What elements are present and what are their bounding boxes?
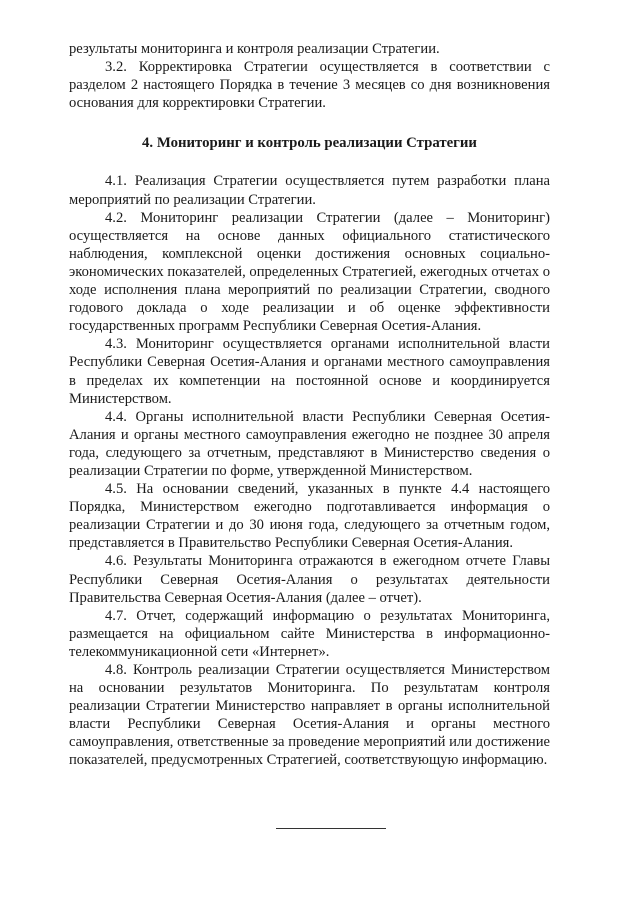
document-body — [69, 40, 550, 770]
paragraph-4-3: 4.3. Мониторинг осуществляется органами исполнительной власти Республики Северная Осетия-Алания и органами местного самоуправления в пределах их компетенции на постоянной основе и координируется Министерством. — [69, 336, 550, 407]
paragraph-4-1: 4.1. Реализация Стратегии осуществляется путем разработки плана мероприятий по реализации Стратегии. — [69, 173, 550, 208]
section-heading: 4. Мониторинг и контроль реализации Стратегии — [142, 135, 477, 152]
paragraph-3-2: 3.2. Корректировка Стратегии осуществляется в соответствии с разделом 2 настоящего Порядка в течение 3 месяцев со дня возникновения основания для корректировки Стратегии. — [69, 59, 550, 112]
paragraph-4-7: 4.7. Отчет, содержащий информацию о результатах Мониторинга, размещается на официальном сайте Министерства в информационно-телекоммуникационной сети «Интернет». — [69, 607, 550, 660]
continued-paragraph: результаты мониторинга и контроля реализации Стратегии. — [69, 41, 440, 57]
paragraph-4-4: 4.4. Органы исполнительной власти Республики Северная Осетия-Алания и органы местного самоуправления ежегодно не позднее 30 апреля года, следующего за отчетным, представляют в Министерство сведения о реализации Стратегии по форме, утвержденной Министерством. — [69, 408, 550, 479]
paragraph-4-8: 4.8. Контроль реализации Стратегии осуществляется Министерством на основании результатов Мониторинга. По результатам контроля реализации Стратегии Министерство направляет в органы исполнительной власти Республики Северная Осетия-Алания и органы местного самоуправления, ответственные за проведение мероприятий или достижение показателей, предусмотренных Стратегией, соответствующую информацию. — [69, 662, 550, 769]
paragraph-4-6: 4.6. Результаты Мониторинга отражаются в ежегодном отчете Главы Республики Северная Осетия-Алания о результатах деятельности Правительства Северная Осетия-Алания (далее – отчет). — [69, 553, 550, 606]
paragraph-4-5: 4.5. На основании сведений, указанных в пункте 4.4 настоящего Порядка, Министерством ежегодно подготавливается информация о реализации Стратегии и до 30 июня года, следующего за отчетным годом, представляется в Правительство Республики Северная Осетия-Алания. — [69, 481, 550, 552]
paragraph-4-2: 4.2. Мониторинг реализации Стратегии (далее – Мониторинг) осуществляется на основе данных официального статистического наблюдения, комплексной оценки достижения основных социально-экономических показателей, определенных Стратегией, ежегодных отчетах о ходе исполнения плана мероприятий по реализации Стратегии, сводного годового доклада о ходе реализации и об оценке эффективности государственных программ Республики Северная Осетия-Алания. — [69, 209, 550, 335]
end-separator-line — [276, 828, 386, 829]
